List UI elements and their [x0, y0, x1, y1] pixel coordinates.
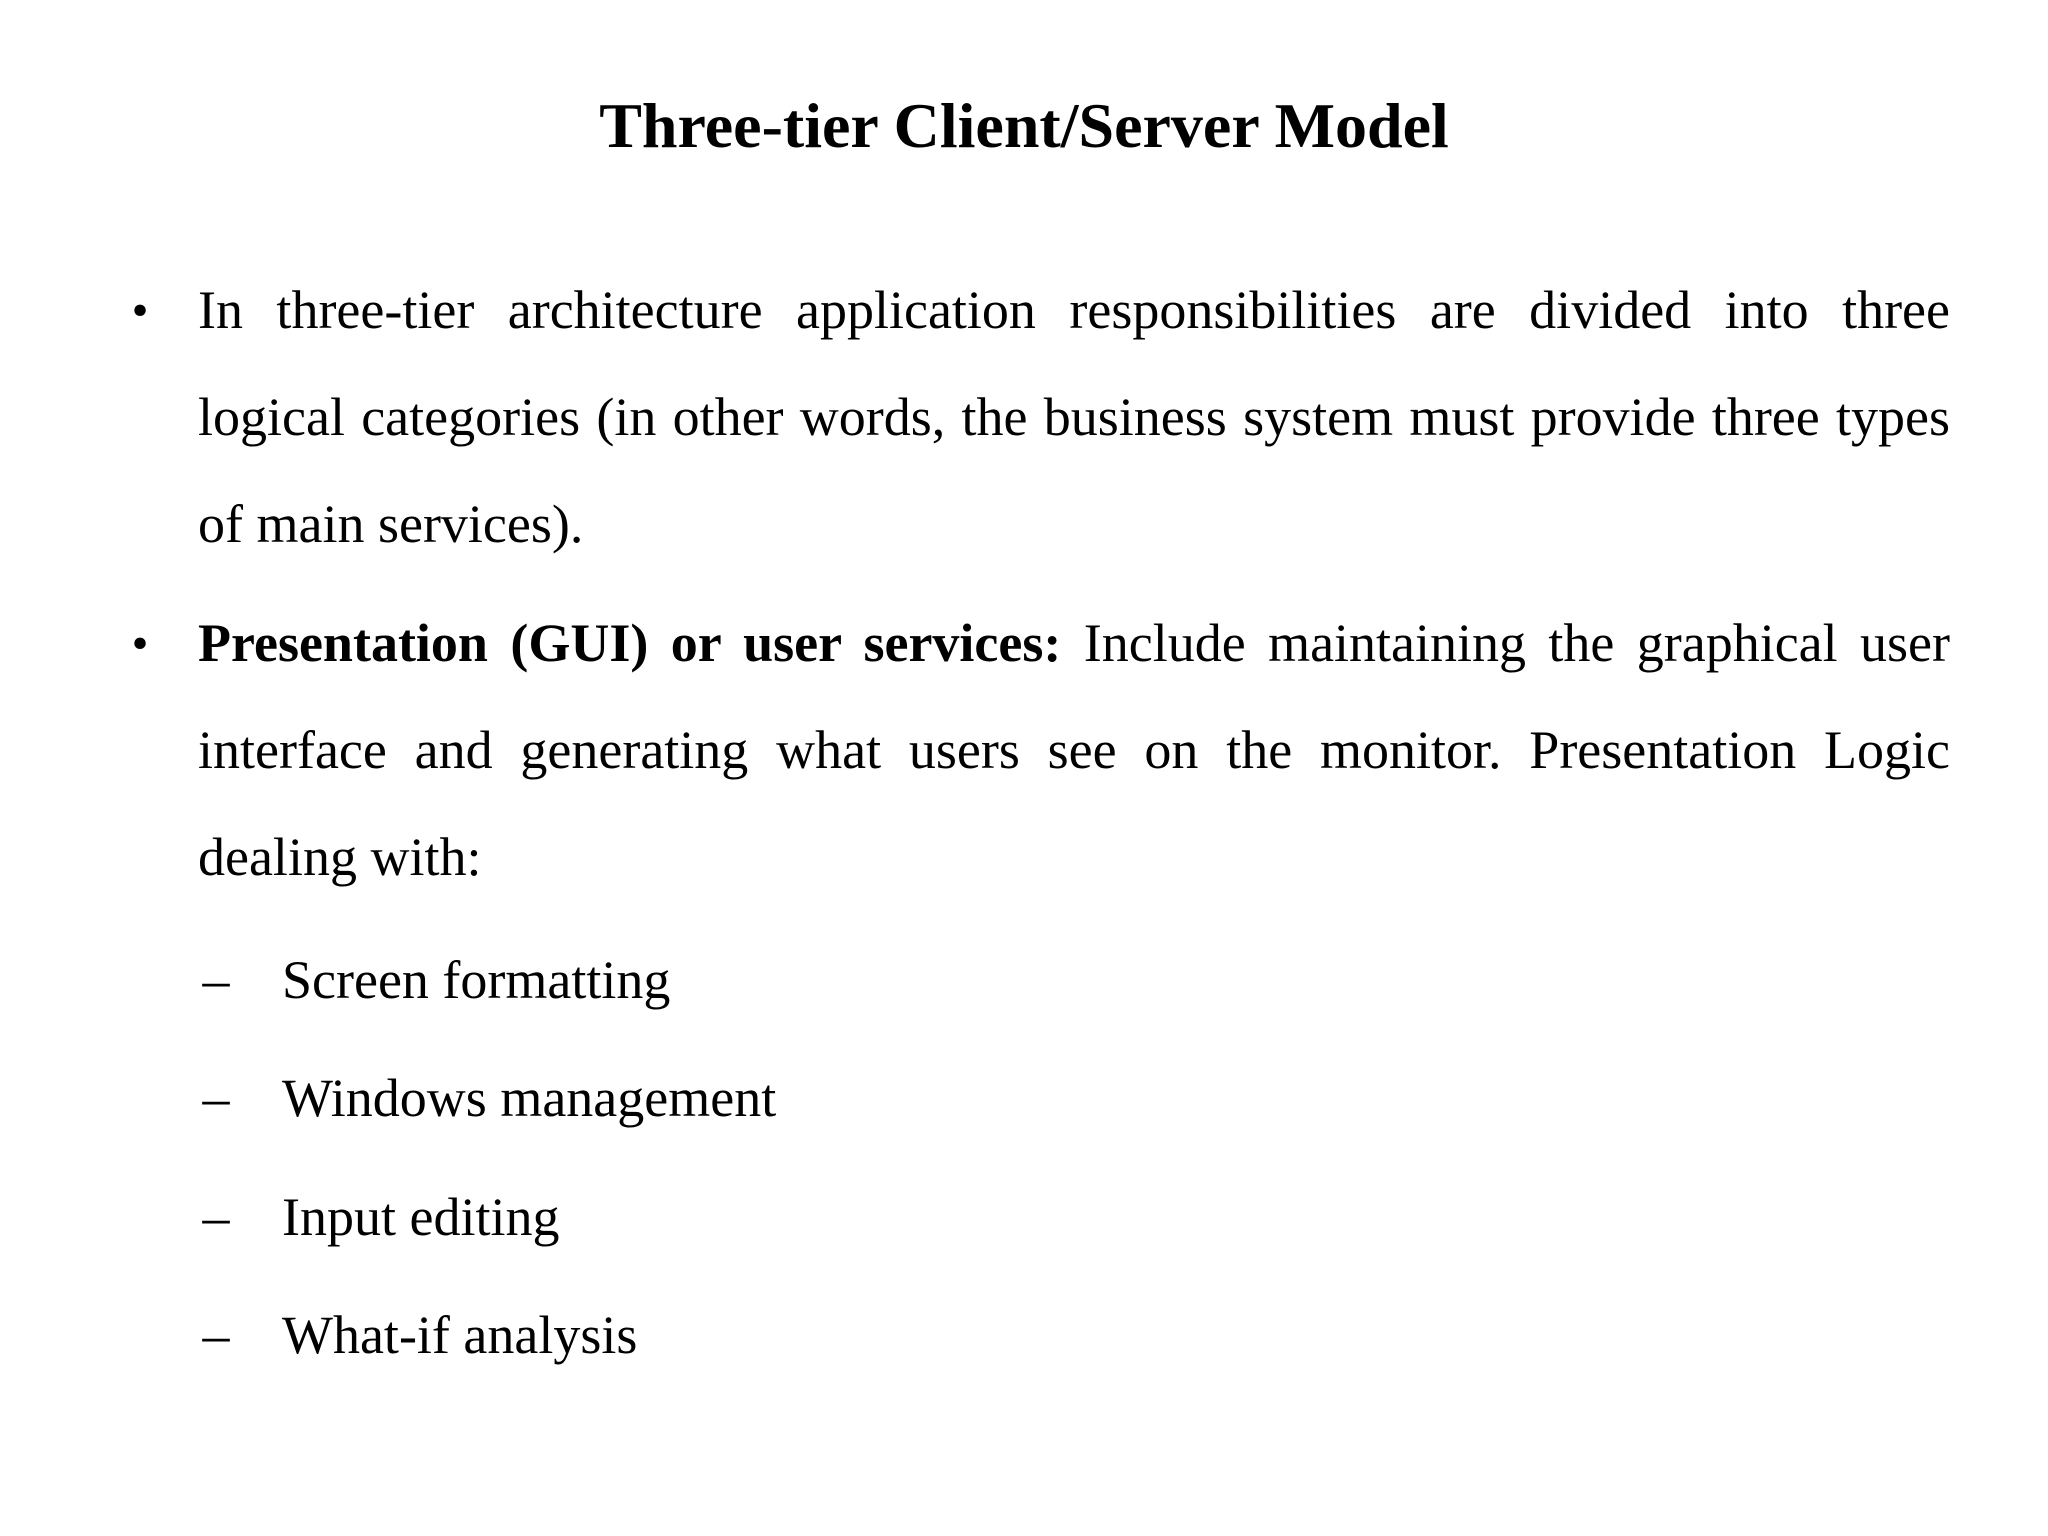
sub-marker: – — [202, 1068, 230, 1128]
bullet-item — [120, 590, 1950, 920]
sub-item — [196, 925, 1796, 1035]
sub-item-text: Input editing — [282, 1187, 560, 1247]
sub-item-text: What-if analysis — [282, 1305, 638, 1365]
bullet-item — [120, 257, 1950, 587]
sub-item — [196, 1280, 1796, 1390]
sub-item — [196, 1162, 1796, 1272]
sub-marker: – — [202, 950, 230, 1010]
sub-marker: – — [202, 1305, 230, 1365]
slide-title: Three-tier Client/Server Model — [599, 90, 1449, 161]
bullet-marker: • — [131, 284, 149, 337]
bullet-marker: • — [131, 617, 149, 670]
sub-item-text: Screen formatting — [282, 950, 671, 1010]
sub-marker: – — [202, 1187, 230, 1247]
bullet-body: In three-tier architecture application responsibilities are divided into three logical categories (in other words, the business system must provide three types of main services). — [198, 280, 1950, 554]
bullet-body: Include maintaining the graphical user interface and generating what users see on the monitor. Presentation Logic dealing with: — [198, 613, 1951, 887]
bullet-text — [198, 590, 1950, 911]
bullet-lead: Presentation (GUI) or user services: — [198, 613, 1062, 673]
sub-item-text: Windows management — [282, 1068, 777, 1128]
sub-item — [196, 1043, 1796, 1153]
bullet-text — [198, 257, 1950, 578]
